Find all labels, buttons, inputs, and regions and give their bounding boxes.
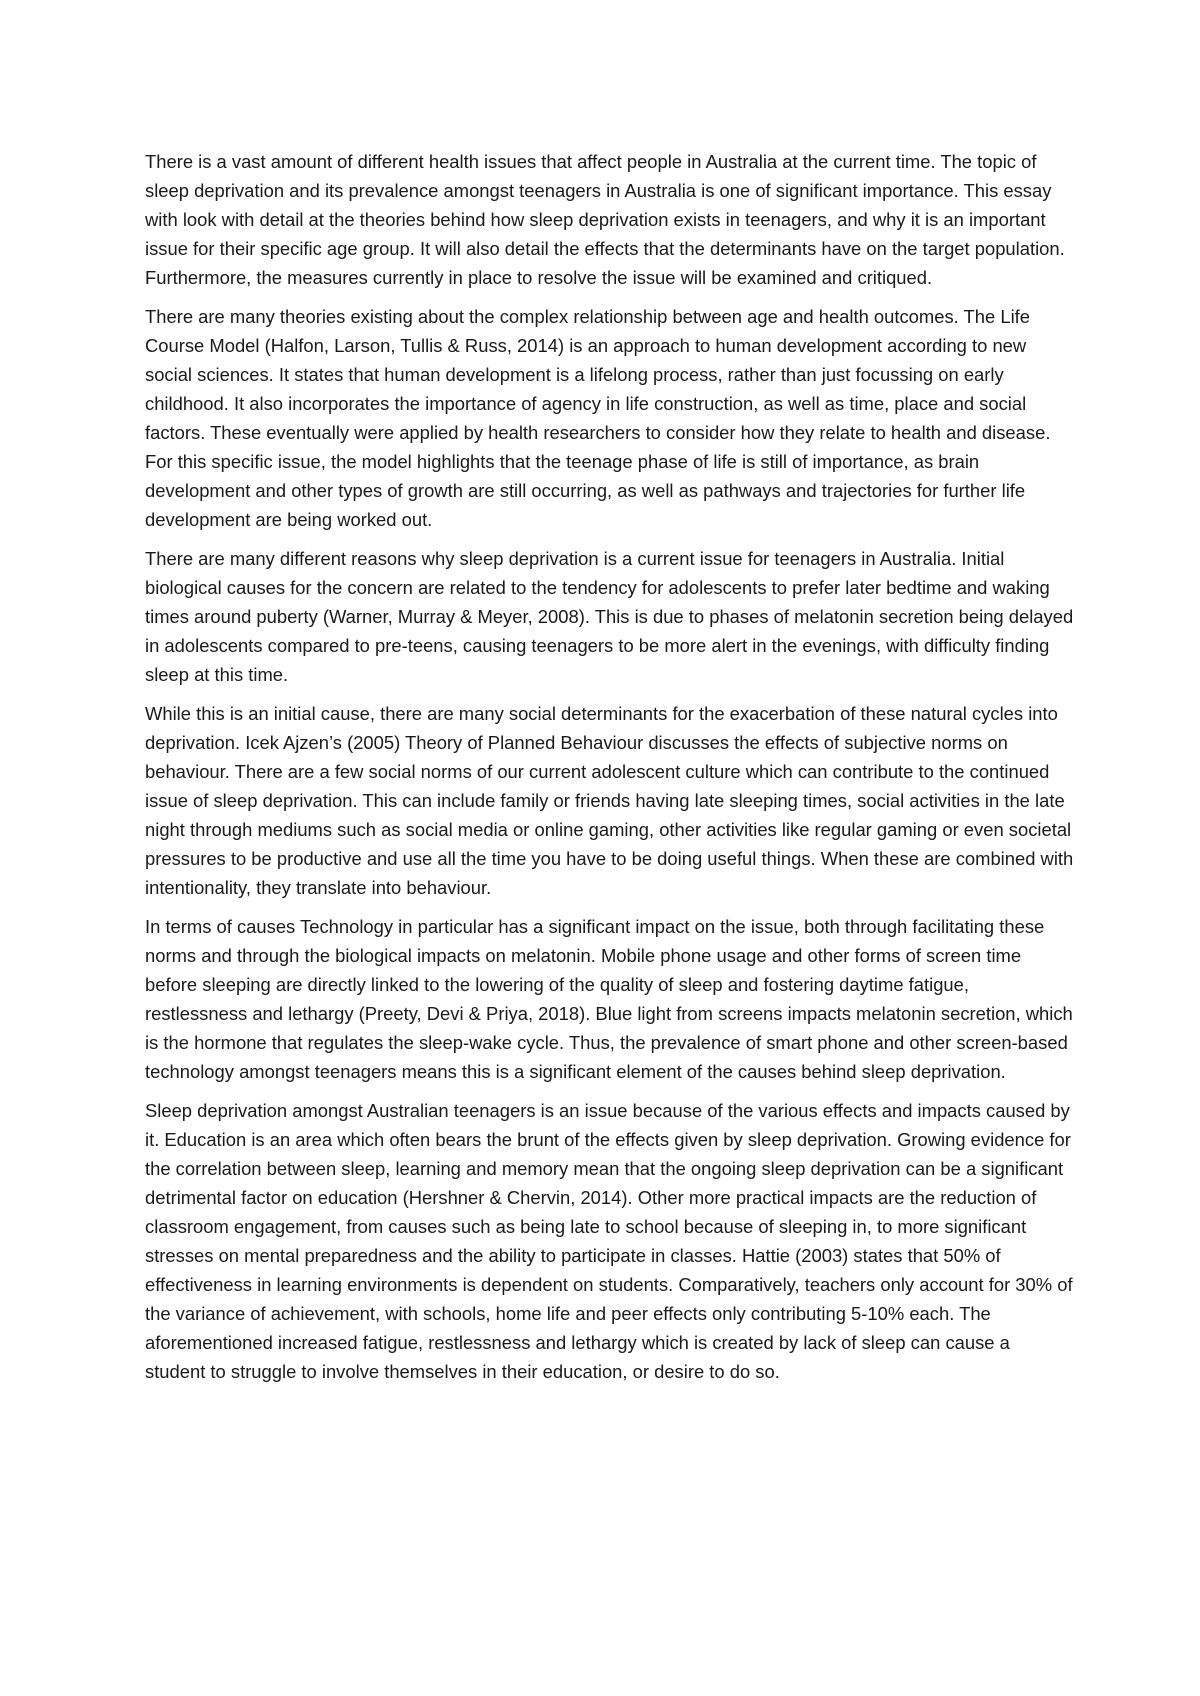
document-body <box>145 147 1075 1386</box>
paragraph-life-course-model: There are many theories existing about the complex relationship between age and health outcomes. The Life Course Model (Halfon, Larson, Tullis & Russ, 2014) is an approach to human development according to new social sciences. It states that human development is a lifelong process, rather than just focussing on early childhood. It also incorporates the importance of agency in life construction, as well as time, place and social factors. These eventually were applied by health researchers to consider how they relate to health and disease. For this specific issue, the model highlights that the teenage phase of life is still of importance, as brain development and other types of growth are still occurring, as well as pathways and trajectories for further life development are being worked out. <box>145 306 1051 530</box>
paragraph-biological-causes: There are many different reasons why sleep deprivation is a current issue for teenagers in Australia. Initial biological causes for the concern are related to the tendency for adolescents to prefer later bedtime and waking times around puberty (Warner, Murray & Meyer, 2008). This is due to phases of melatonin secretion being delayed in adolescents compared to pre-teens, causing teenagers to be more alert in the evenings, with difficulty finding sleep at this time. <box>145 548 1074 685</box>
paragraph-education-effects: Sleep deprivation amongst Australian teenagers is an issue because of the various effects and impacts caused by it. Education is an area which often bears the brunt of the effects given by sleep deprivation. Growing evidence for the correlation between sleep, learning and memory mean that the ongoing sleep deprivation can be a significant detrimental factor on education (Hershner & Chervin, 2014). Other more practical impacts are the reduction of classroom engagement, from causes such as being late to school because of sleeping in, to more significant stresses on mental preparedness and the ability to participate in classes. Hattie (2003) states that 50% of effectiveness in learning environments is dependent on students. Comparatively, teachers only account for 30% of the variance of achievement, with schools, home life and peer effects only contributing 5-10% each. The aforementioned increased fatigue, restlessness and lethargy which is created by lack of sleep can cause a student to struggle to involve themselves in their education, or desire to do so. <box>145 1100 1073 1382</box>
paragraph-introduction: There is a vast amount of different health issues that affect people in Australia at the current time. The topic of sleep deprivation and its prevalence amongst teenagers in Australia is one of significant importance. This essay with look with detail at the theories behind how sleep deprivation exists in teenagers, and why it is an important issue for their specific age group. It will also detail the effects that the determinants have on the target population. Furthermore, the measures currently in place to resolve the issue will be examined and critiqued. <box>145 151 1065 288</box>
paragraph-technology-causes: In terms of causes Technology in particular has a significant impact on the issue, both through facilitating these norms and through the biological impacts on melatonin. Mobile phone usage and other forms of screen time before sleeping are directly linked to the lowering of the quality of sleep and fostering daytime fatigue, restlessness and lethargy (Preety, Devi & Priya, 2018). Blue light from screens impacts melatonin secretion, which is the hormone that regulates the sleep-wake cycle. Thus, the prevalence of smart phone and other screen-based technology amongst teenagers means this is a significant element of the causes behind sleep deprivation. <box>145 916 1073 1082</box>
paragraph-social-determinants: While this is an initial cause, there are many social determinants for the exacerbation of these natural cycles into deprivation. Icek Ajzen’s (2005) Theory of Planned Behaviour discusses the effects of subjective norms on behaviour. There are a few social norms of our current adolescent culture which can contribute to the continued issue of sleep deprivation. This can include family or friends having late sleeping times, social activities in the late night through mediums such as social media or online gaming, other activities like regular gaming or even societal pressures to be productive and use all the time you have to be doing useful things. When these are combined with intentionality, they translate into behaviour. <box>145 703 1074 898</box>
